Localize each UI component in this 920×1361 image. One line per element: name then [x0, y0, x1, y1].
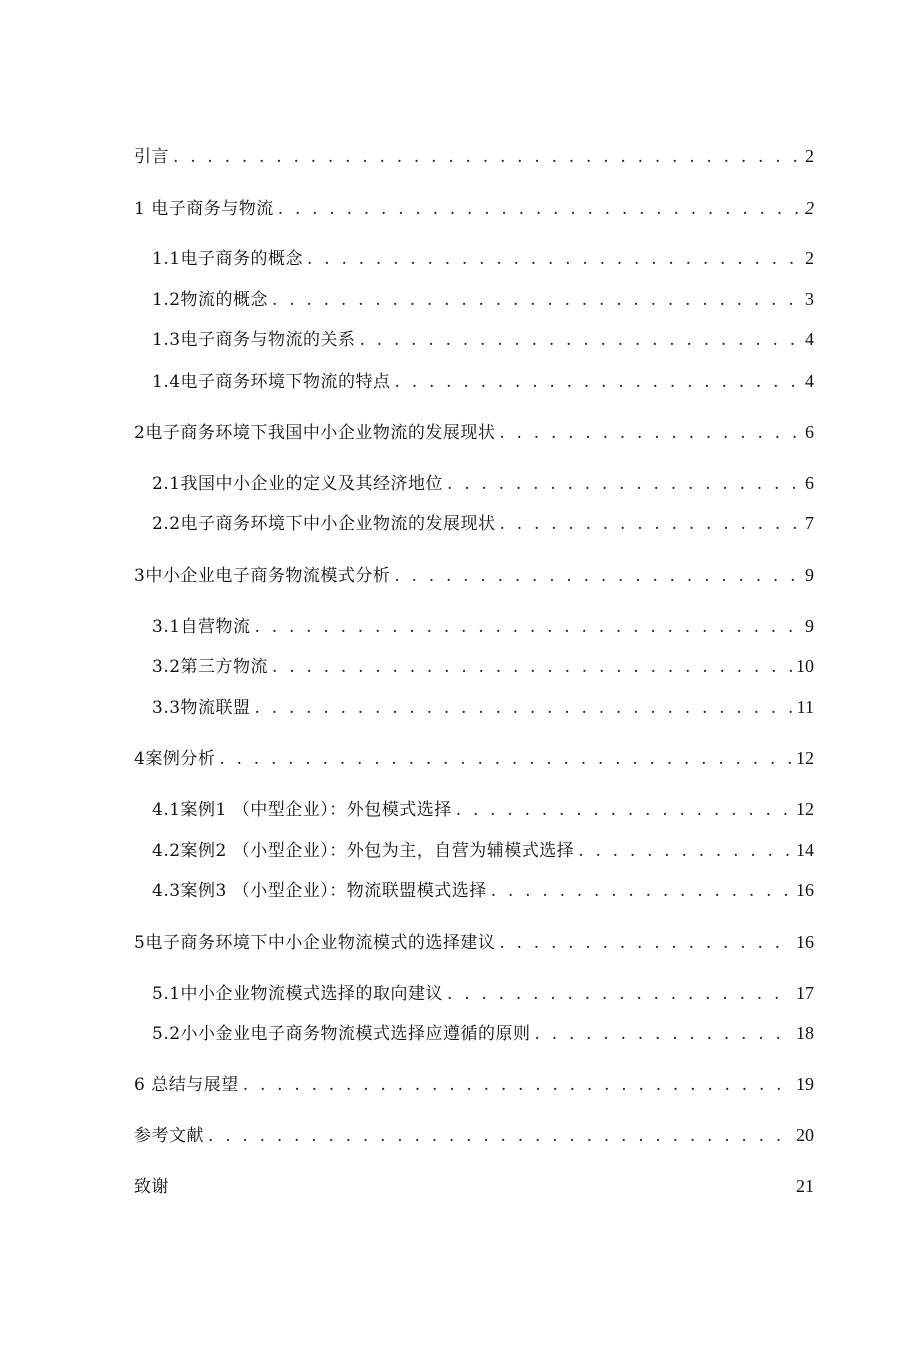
toc-entry-title: 致谢 — [134, 1177, 169, 1197]
toc-page-number: 20 — [796, 1125, 814, 1145]
toc-dot-leader — [272, 654, 792, 680]
toc-entry-title: 3中小企业电子商务物流模式分析 — [134, 566, 391, 586]
toc-dot-leader — [447, 471, 801, 497]
toc-entry-title: 参考文献 — [134, 1126, 204, 1146]
toc-page-number: 9 — [805, 616, 814, 636]
toc-entry-title: 4.3案例3 （小型企业）：物流联盟模式选择 — [152, 881, 487, 901]
toc-page-number: 11 — [796, 697, 814, 717]
toc-dot-leader — [255, 695, 793, 721]
toc-entry-title: 5电子商务环境下中小企业物流模式的选择建议 — [134, 933, 496, 953]
toc-entry-section-1-1[interactable] — [152, 245, 814, 271]
toc-entry-chapter-1[interactable] — [134, 195, 814, 221]
toc-page-number: 2 — [805, 198, 814, 218]
toc-dot-leader — [395, 369, 801, 395]
toc-dot-leader — [394, 563, 801, 589]
toc-page-number: 2 — [805, 146, 814, 166]
toc-page-number: 4 — [805, 371, 814, 391]
toc-entry-title: 4.1案例1 （中型企业）：外包模式选择 — [152, 800, 452, 820]
toc-page-number: 16 — [796, 880, 814, 900]
toc-entry-section-5-2[interactable] — [152, 1020, 814, 1046]
toc-entry-title: 4.2案例2 （小型企业）：外包为主，自营为辅模式选择 — [152, 841, 575, 861]
toc-page-number: 17 — [796, 983, 814, 1003]
toc-dot-leader — [243, 1072, 792, 1098]
toc-dot-leader — [360, 327, 801, 353]
toc-dot-leader — [219, 746, 792, 772]
toc-entry-chapter-6[interactable] — [134, 1071, 814, 1097]
toc-dot-leader — [535, 1021, 792, 1047]
toc-dot-leader — [208, 1123, 792, 1149]
toc-page-number: 16 — [796, 932, 814, 952]
toc-entry-introduction[interactable] — [134, 143, 814, 169]
toc-entry-section-1-3[interactable] — [152, 326, 814, 352]
toc-entry-title: 1.1电子商务的概念 — [152, 249, 304, 269]
toc-dot-leader — [272, 287, 801, 313]
toc-dot-leader — [255, 614, 801, 640]
toc-entry-chapter-3[interactable] — [134, 562, 814, 588]
toc-entry-section-2-2[interactable] — [152, 510, 814, 536]
toc-entry-title: 1.3电子商务与物流的关系 — [152, 330, 356, 350]
toc-entry-references[interactable] — [134, 1122, 814, 1148]
toc-entry-section-5-1[interactable] — [152, 980, 814, 1006]
toc-page-number: 14 — [796, 840, 814, 860]
toc-entry-title: 4案例分析 — [134, 749, 216, 769]
toc-dot-leader — [578, 838, 792, 864]
toc-entry-title: 3.2第三方物流 — [152, 657, 269, 677]
toc-page-number: 19 — [796, 1074, 814, 1094]
toc-page-number: 12 — [796, 748, 814, 768]
toc-entry-chapter-2[interactable] — [134, 419, 814, 445]
toc-entry-title: 3.1自营物流 — [152, 617, 251, 637]
toc-entry-section-3-2[interactable] — [152, 653, 814, 679]
toc-page-number: 6 — [805, 422, 814, 442]
toc-page-number: 6 — [805, 473, 814, 493]
toc-dot-leader — [278, 196, 801, 222]
toc-entry-section-1-2[interactable] — [152, 286, 814, 312]
toc-entry-section-3-3[interactable] — [152, 694, 814, 720]
toc-dot-leader — [447, 981, 792, 1007]
toc-page-number: 7 — [805, 513, 814, 533]
toc-entry-title: 6 总结与展望 — [134, 1075, 239, 1095]
toc-entry-title: 1 电子商务与物流 — [134, 199, 274, 219]
toc-entry-acknowledgements[interactable] — [134, 1173, 814, 1199]
toc-dot-leader — [456, 797, 792, 823]
toc-page-number: 18 — [796, 1023, 814, 1043]
toc-dot-leader — [499, 420, 801, 446]
toc-entry-title: 2电子商务环境下我国中小企业物流的发展现状 — [134, 423, 496, 443]
toc-entry-chapter-5[interactable] — [134, 929, 814, 955]
toc-entry-title: 1.4电子商务环境下物流的特点 — [152, 372, 391, 392]
toc-page-number: 12 — [796, 799, 814, 819]
toc-page-number: 10 — [796, 656, 814, 676]
toc-entry-title: 1.2物流的概念 — [152, 290, 269, 310]
toc-page-number: 4 — [805, 329, 814, 349]
toc-page-number: 3 — [805, 289, 814, 309]
toc-entry-section-4-3[interactable] — [152, 877, 814, 903]
toc-dot-leader — [499, 930, 792, 956]
toc-dot-leader — [491, 878, 792, 904]
toc-page-number: 21 — [796, 1176, 814, 1196]
toc-entry-title: 引言 — [134, 147, 169, 167]
toc-entry-section-1-4[interactable] — [152, 368, 814, 394]
toc-entry-section-4-2[interactable] — [152, 837, 814, 863]
toc-dot-leader — [173, 144, 801, 170]
toc-entry-title: 5.2小小金业电子商务物流模式选择应遵循的原则 — [152, 1024, 531, 1044]
toc-dot-leader — [307, 246, 801, 272]
toc-dot-leader — [500, 511, 801, 537]
toc-entry-title: 3.3物流联盟 — [152, 698, 251, 718]
toc-entry-section-2-1[interactable] — [152, 470, 814, 496]
toc-entry-section-3-1[interactable] — [152, 613, 814, 639]
toc-entry-section-4-1[interactable] — [152, 796, 814, 822]
toc-page-number: 9 — [805, 565, 814, 585]
toc-page-number: 2 — [805, 248, 814, 268]
toc-entry-title: 2.2电子商务环境下中小企业物流的发展现状 — [152, 514, 496, 534]
toc-entry-chapter-4[interactable] — [134, 745, 814, 771]
toc-entry-title: 5.1中小企业物流模式选择的取向建议 — [152, 984, 444, 1004]
toc-entry-title: 2.1我国中小企业的定义及其经济地位 — [152, 474, 444, 494]
